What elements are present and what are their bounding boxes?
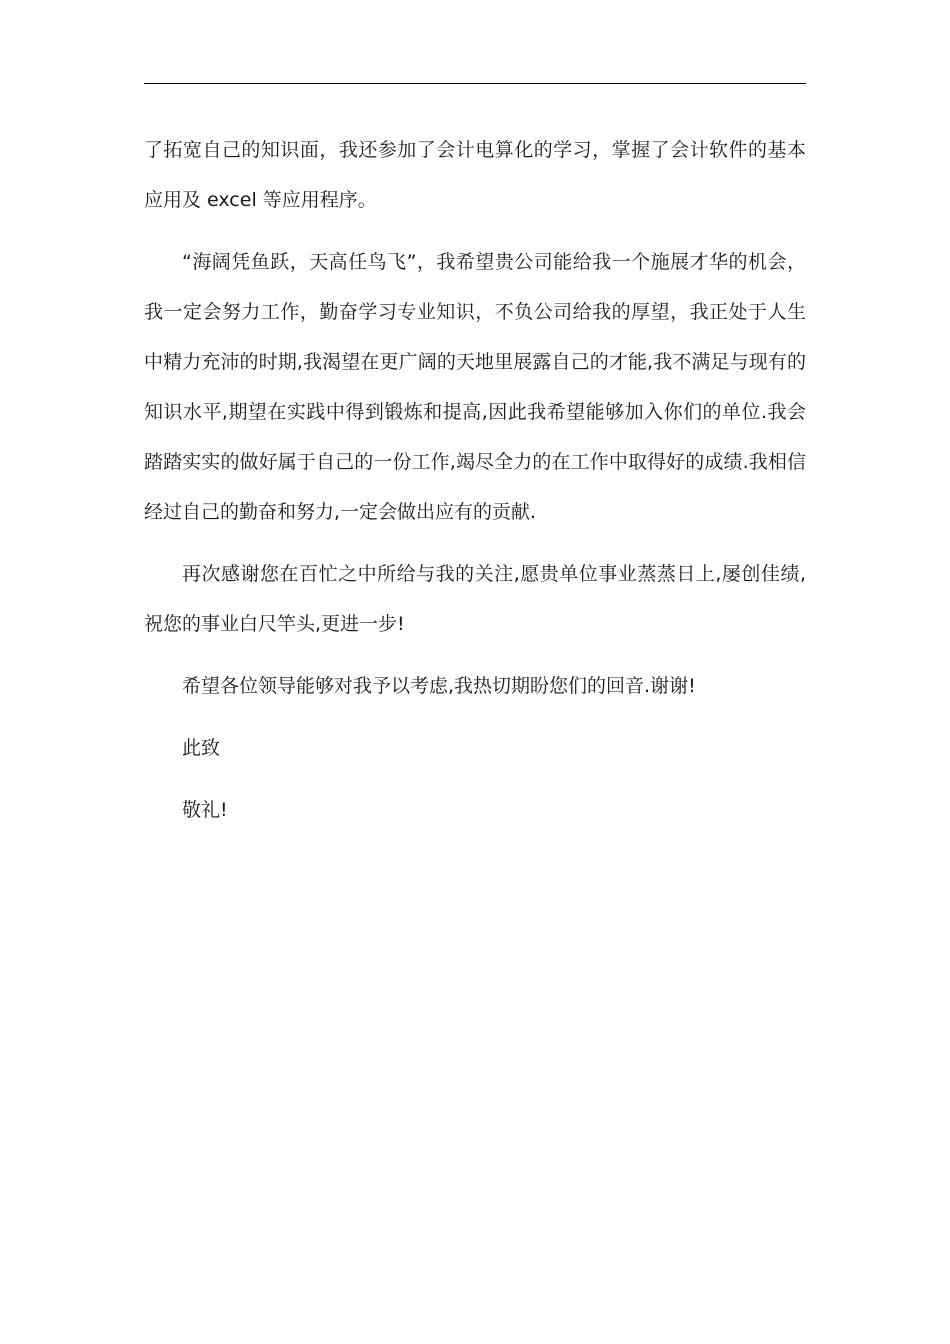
closing-cizhi: 此致 <box>182 737 221 759</box>
letter-body <box>144 125 806 835</box>
header-rule <box>144 83 806 84</box>
paragraph-skills: 了拓宽自己的知识面，我还参加了会计电算化的学习，掌握了会计软件的基本应用及 excel 等应用程序。 <box>144 139 806 211</box>
paragraph-request: 希望各位领导能够对我予以考虑,我热切期盼您们的回音.谢谢! <box>182 675 696 697</box>
paragraph-aspiration: “海阔凭鱼跃，天高任鸟飞”，我希望贵公司能给我一个施展才华的机会，我一定会努力工作，勤奋学习专业知识，不负公司给我的厚望，我正处于人生中精力充沛的时期,我渴望在更广阔的天地里展露自己的才能,我不满足与现有的知识水平,期望在实践中得到锻炼和提高,因此我希望能够加入你们的单位.我会踏踏实实的做好属于自己的一份工作,竭尽全力的在工作中取得好的成绩.我相信经过自己的勤奋和努力,一定会做出应有的贡献. <box>144 251 806 523</box>
closing-jingli: 敬礼! <box>182 799 228 821</box>
paragraph-thanks: 再次感谢您在百忙之中所给与我的关注,愿贵单位事业蒸蒸日上,屡创佳绩,祝您的事业白尺竿头,更进一步! <box>144 563 806 635</box>
